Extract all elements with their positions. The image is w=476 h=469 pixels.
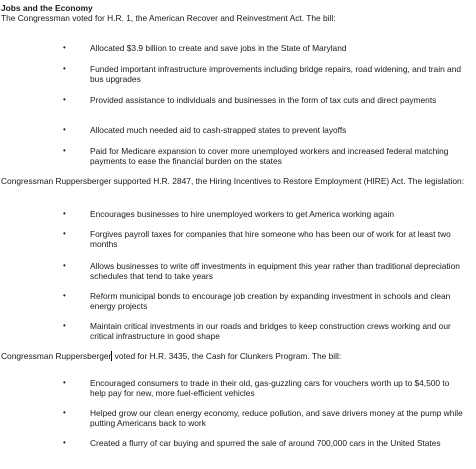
bullet-marker: • (63, 378, 66, 387)
bullet-marker: • (63, 321, 66, 330)
bullet-marker: • (63, 408, 66, 417)
bullet-marker: • (63, 261, 66, 270)
bullet-marker: • (63, 95, 66, 104)
block3-intro-end: voted for H.R. 3435, the Cash for Clunkers Program. The bill: (112, 351, 342, 361)
block3-intro[interactable] (1, 351, 467, 361)
bullet-marker: • (63, 146, 66, 155)
list-item: Allows businesses to write off investments in equipment this year rather than traditional depreciation schedules that tend to take years (90, 261, 460, 281)
bullet-marker: • (63, 125, 66, 134)
list-item: Maintain critical investments in our roads and bridges to keep construction crews working and our critical infrastructure in good shape (90, 321, 451, 341)
block1-intro: The Congressman voted for H.R. 1, the American Recover and Reinvestment Act. The bill: (1, 13, 336, 23)
list-item: Paid for Medicare expansion to cover more unemployed workers and increased federal matching payments to ease the financial burden on the states (90, 146, 449, 166)
bullet-marker: • (63, 64, 66, 73)
block2-intro: Congressman Ruppersberger supported H.R. 2847, the Hiring Incentives to Restore Employment (HIRE) Act. The legislation: (1, 176, 465, 186)
list-item: Allocated much needed aid to cash-strapped states to prevent layoffs (90, 125, 347, 135)
bullet-marker: • (63, 291, 66, 300)
list-item: Funded important infrastructure improvements including bridge repairs, road widening, and train and bus upgrades (90, 64, 462, 84)
bullet-marker: • (63, 229, 66, 238)
list-item: Provided assistance to individuals and businesses in the form of tax cuts and direct payments (90, 95, 437, 105)
list-item: Reform municipal bonds to encourage job creation by expanding investment in schools and clean energy projects (90, 291, 451, 311)
list-item: Encourages businesses to hire unemployed workers to get America working again (90, 209, 394, 219)
block3-intro-start: Congressman Ruppersberger (1, 351, 112, 361)
list-item: Created a flurry of car buying and spurred the sale of around 700,000 cars in the United States (90, 438, 441, 448)
list-item: Encouraged consumers to trade in their old, gas-guzzling cars for vouchers worth up to $4,500 to help pay for new, more fuel-efficient vehicles (90, 378, 450, 398)
list-item: Allocated $3.9 billion to create and save jobs in the State of Maryland (90, 43, 347, 53)
bullet-marker: • (63, 209, 66, 218)
section-heading: Jobs and the Economy (1, 3, 93, 13)
list-item: Helped grow our clean energy economy, reduce pollution, and save drivers money at the pump while putting Americans back to work (90, 408, 463, 428)
bullet-marker: • (63, 43, 66, 52)
list-item: Forgives payroll taxes for companies that hire someone who has been our of work for at least two months (90, 229, 451, 249)
bullet-marker: • (63, 438, 66, 447)
